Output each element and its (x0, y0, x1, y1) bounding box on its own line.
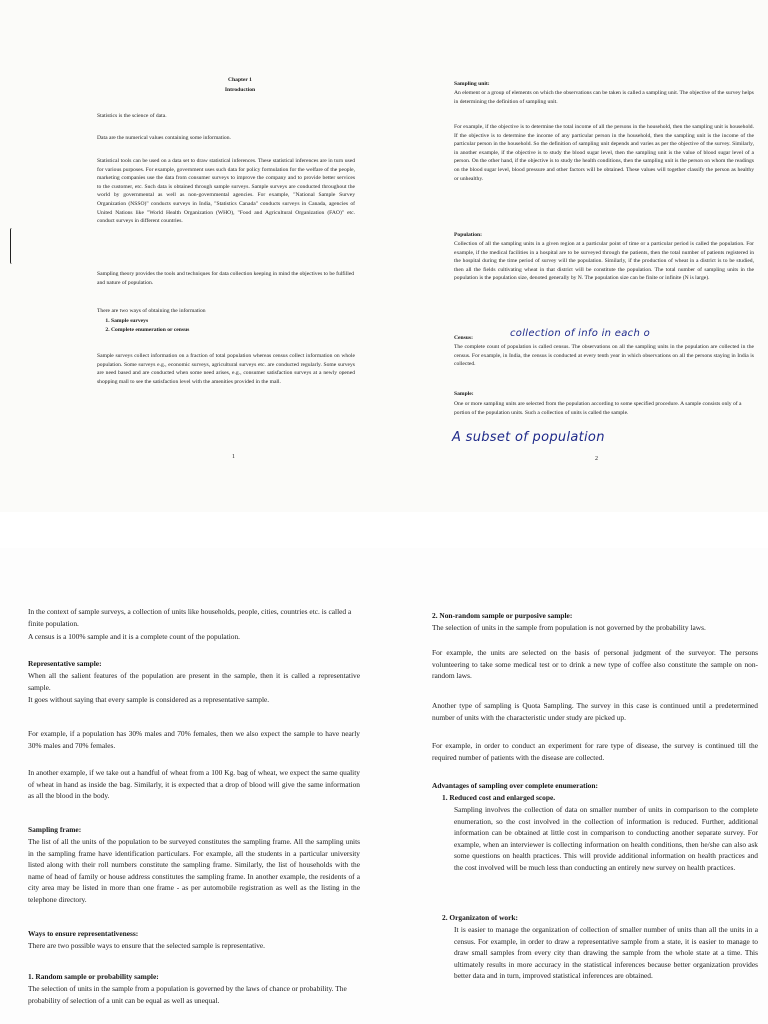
heading-population: Population: (454, 232, 482, 238)
heading-sampling-unit: Sampling unit: (454, 81, 490, 87)
p-census: The complete count of population is called census. The observations on all the sampling units in the population are collected in the census. For example, in India, the census is conducted at every tenth year in which observations on all the persons staying in India is collected. (454, 344, 754, 368)
page-4 (384, 548, 768, 1024)
p-non-random-example: For example, the units are selected on the basis of personal judgment of the surveyor. The persons volunteering to take some medical test or to drink a new type of coffee also constitute the sample on non-random laws. (432, 648, 758, 681)
p-quota-sampling: Another type of sampling is Quota Sampling. The survey in this case is continued until a predetermined number of units with the characteristic under study are picked up. (432, 701, 758, 722)
p-sampling-frame: The list of all the units of the population to be surveyed constitutes the sampling frame. All the sampling units in the sampling frame have identification particulars. For example, all the students in a particular university listed along with their roll numbers constitute the sampling frame. Similarly, the list of households with the name of head of family or house address constitutes the sampling frame. In another example, the residents of a city area may be listed in more than one frame - as per automobile registration as well as the listing in the telephone directory. (28, 837, 360, 904)
p-statistical-tools: Statistical tools can be used on a data set to draw statistical inferences. These statistical inferences are in turn used for various purposes. For example, government uses such data for policy formulation for the welfare of the people, marketing companies use the data from consumer surveys to improve the company and to provide better services to the customer, etc. Such data is obtained through sample surveys. Sample surveys are conducted throughout the world by governmental as well as non-governmental agencies. For example, "National Sample Survey Organization (NSSO)" conducts surveys in India, "Statistics Canada" conducts surveys in Canada, agencies of United Nations like "World Health Organization (WHO), "Food and Agricultural Organization (FAO)" etc. conduct surveys in different countries. (97, 158, 355, 225)
advantage-2-title: 2. Organizaton of work: (442, 913, 518, 922)
heading-non-random-sample: 2. Non-random sample or purposive sample: (432, 611, 573, 620)
p-sample-surveys: Sample surveys collect information on a fraction of total population whereas census collect information on whole population. Some surveys e.g., economic surveys, agricultural surveys etc. are conducted regularly. Some surveys are need based and are conducted when some need arises, e.g., consumer satisfaction surveys at a newly opened shopping mall to see the satisfaction level with the amenities provided in the mall. (97, 353, 355, 385)
advantage-2-text: It is easier to manage the organization of collection of smaller number of units than all the units in a census. For example, in order to draw a representative sample from a state, it is easier to manage to draw small samples from every city than drawing the sample from the whole state at a time. This ultimately results in more accuracy in the statistical inferences because better organization provides better data and in turn, improved statistical inferences are obtained. (454, 925, 758, 981)
page-number: 2 (595, 456, 598, 462)
heading-sample: Sample: (454, 391, 474, 397)
margin-pen-mark (10, 228, 14, 264)
page-gap (0, 512, 768, 548)
page-2 (384, 0, 768, 512)
p-representative-sample: When all the salient features of the population are present in the sample, then it is called a representative sample. (28, 671, 360, 692)
p-sampling-unit: An element or a group of elements on which the observations can be taken is called a sampling unit. The objective of the survey helps in determining the definition of sampling unit. (454, 90, 754, 105)
p-wheat-example: In another example, if we take out a handful of wheat from a 100 Kg. bag of wheat, we expect the same quality of wheat in hand as inside the bag. Similarly, it is expected that a drop of blood will give the same information as all the blood in the body. (28, 768, 360, 801)
p-sampling-theory: Sampling theory provides the tools and techniques for data collection keeping in mind the objectives to be fulfilled and nature of population. (97, 271, 355, 286)
handwritten-census-note: collection of info in each o (510, 328, 651, 339)
chapter-number: Chapter 1 (228, 77, 252, 83)
page-number: 1 (232, 454, 235, 460)
ways-item: 2. Complete enumeration or census (111, 326, 351, 335)
page-1 (0, 0, 384, 512)
p-finite-population: In the context of sample surveys, a collection of units like households, people, cities, countries etc. is called a finite population. (28, 607, 352, 628)
p-data: Data are the numerical values containing some information. (97, 135, 231, 141)
heading-ensure-representativeness: Ways to ensure representativeness: (28, 929, 139, 938)
heading-representative-sample: Representative sample: (28, 659, 102, 668)
p-representative-example: For example, if a population has 30% males and 70% females, then we also expect the sample to have nearly 30% males and 70% females. (28, 729, 360, 750)
p-non-random-sample: The selection of units in the sample from population is not governed by the probability laws. (432, 623, 706, 632)
heading-advantages: Advantages of sampling over complete enumeration: (432, 781, 598, 790)
p-two-ways: There are two ways of obtaining the information (97, 308, 206, 314)
p-sampling-unit-example: For example, if the objective is to determine the total income of all the persons in the household, then the sampling unit is household. If the objective is to determine the income of any particular person in the household, then the sampling unit is the income of the particular person in the household. So the definition of sampling unit depends and varies as per the objective of the survey. Similarly, in another example, if the objective is to study the blood sugar level, then the sampling unit is the value of blood sugar level of a person. On the other hand, if the objective is to study the health conditions, then the sampling unit is the person on whom the readings on the blood sugar level, blood pressure and other factors will be obtained. These values will together classify the person as healthy or unhealthy. (454, 124, 754, 182)
p-population: Collection of all the sampling units in a given region at a particular point of time or a particular period is called the population. For example, if the medical facilities in a hospital are to be surveyed through the patients, then the total number of patients registered in the hospital during the time period of survey will the population. Similarly, if the production of wheat in a district is to be studied, then all the fields cultivating wheat in that district will be constitute the population. The total number of sampling units in the population is the population size, denoted generally by N. The population size can be finite or infinite (N is large). (454, 241, 754, 282)
p-sample: One or more sampling units are selected from the population according to some specified procedure. A sample consists only of a portion of the population units. Such a collection of units is called the sample. (454, 401, 742, 416)
p-census-100: A census is a 100% sample and it is a complete count of the population. (28, 632, 241, 641)
heading-sampling-frame: Sampling frame: (28, 825, 82, 834)
p-random-sample: The selection of units in the sample from a population is governed by the laws of chance or probability. The probability of selection of a unit can be equal as well as unequal. (28, 984, 347, 1005)
handwritten-sample-note: A subset of population (452, 430, 605, 445)
p-statistics: Statistics is the science of data. (97, 113, 167, 119)
p-ensure-representativeness: There are two possible ways to ensure that the selected sample is representative. (28, 941, 266, 950)
advantage-1-title: 1. Reduced cost and enlarged scope. (442, 793, 556, 802)
page-3 (0, 548, 384, 1024)
ways-item: 1. Sample surveys (111, 317, 351, 326)
p-rare-disease-example: For example, in order to conduct an experiment for rare type of disease, the survey is continued till the required number of patients with the disease are collected. (432, 741, 758, 762)
p-representative-note: It goes without saying that every sample is considered as a representative sample. (28, 695, 270, 704)
ways-list (97, 317, 351, 334)
chapter-title: Introduction (224, 87, 256, 93)
heading-random-sample: 1. Random sample or probability sample: (28, 972, 159, 981)
heading-census: Census: (454, 335, 473, 341)
advantage-1-text: Sampling involves the collection of data on smaller number of units in comparison to the complete enumeration, so the cost involved in the collection of information is reduced. Further, additional information can be obtained at little cost in comparison to conducting another separate survey. For example, when an interviewer is collecting information on health conditions, then he/she can also ask some questions on health practices. This will provide additional information on health practices and the cost involved will be much less than conducting an entirely new survey on health practices. (454, 805, 758, 872)
